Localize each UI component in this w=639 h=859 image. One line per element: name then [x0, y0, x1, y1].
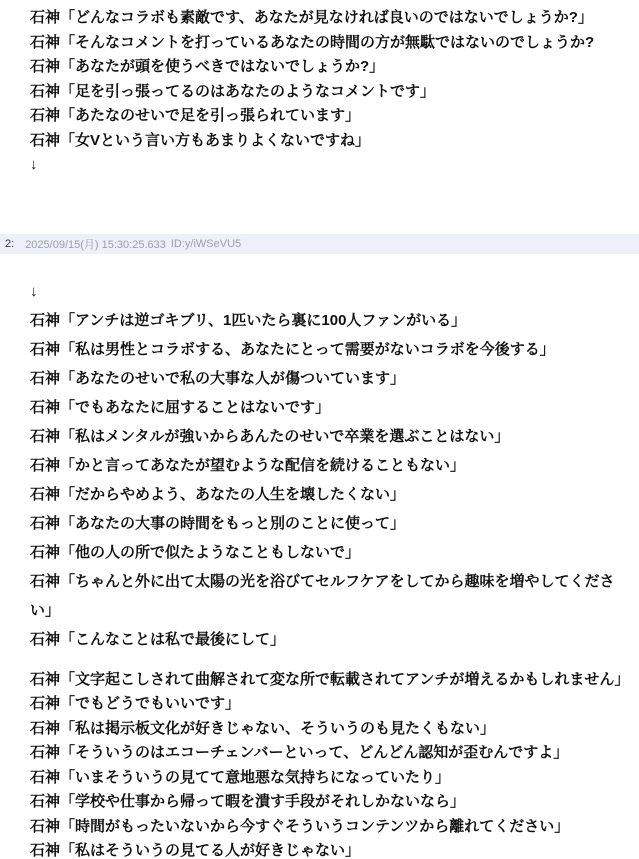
post2-header — [0, 234, 639, 254]
quote-line: 石神「学校や仕事から帰って暇を潰す手段がそれしかないなら」 — [30, 793, 466, 810]
post1-body — [0, 0, 639, 178]
down-arrow-icon: ↓ — [30, 282, 38, 300]
quote-line: 石神「どんなコラボも素敵です、あなたが見なければ良いのではないでしょうか?」 — [30, 9, 593, 26]
quote-line: 石神「そんなコメントを打っているあなたの時間の方が無駄ではないのでしょうか? — [30, 33, 595, 51]
quote-line: 石神「私は掲示板文化が好きじゃない、そういうのも見たくもない」 — [30, 719, 496, 737]
quote-line: 石神「あたなのせいで足を引っ張られています」 — [30, 107, 361, 124]
quote-line: 石神「私はメンタルが強いからあんたのせいで卒業を選ぶことはない」 — [30, 427, 510, 445]
quote-line: 石神「だからやめよう、あなたの人生を壊したくない」 — [30, 485, 406, 503]
quote-line: 石神「女Vという言い方もあまりよくないですね」 — [30, 131, 371, 149]
post2-body-tail — [0, 668, 639, 859]
quote-line: 石神「他の人の所で似たようなこともしないで」 — [30, 543, 361, 561]
quote-line: 石神「こんなことは私で最後にして」 — [30, 630, 286, 648]
quote-line: 石神「私はそういうの見てる人が好きじゃない」 — [30, 842, 361, 859]
quote-line: 石神「いまそういうの見てて意地悪な気持ちになっていたり」 — [30, 768, 451, 786]
quote-line: 石神「そういうのはエコーチェンバーといって、どんどん認知が歪むんですよ」 — [30, 744, 569, 761]
quote-line: 石神「私は男性とコラボする、あなたにとって需要がないコラボを今後する」 — [30, 340, 555, 358]
quote-line: 石神「ちゃんと外に出て太陽の光を浴びてセルフケアをしてから趣味を増やしてください」 — [30, 572, 615, 619]
quote-line: 石神「時間がもったいないから今すぐそういうコンテンツから離れてください」 — [30, 817, 570, 835]
post-number-link[interactable]: 2: — [5, 237, 15, 250]
quote-line: 石神「足を引っ張ってるのはあなたのようなコメントです」 — [30, 82, 436, 100]
post2-body — [0, 277, 639, 654]
quote-line: 石神「あなたのせいで私の大事な人が傷ついています」 — [30, 369, 406, 387]
quote-line: 石神「アンチは逆ゴキブリ、1匹いたら裏に100人ファンがいる」 — [30, 311, 467, 329]
down-arrow-icon: ↓ — [30, 156, 38, 173]
quote-line: 石神「かと言ってあなたが望むような配信を続けることもない」 — [30, 456, 466, 474]
quote-line: 石神「あなたが頭を使うべきではないでしょうか?」 — [30, 58, 385, 75]
quote-line: 石神「あなたの大事の時間をもっと別のことに使って」 — [30, 514, 406, 532]
quote-line: 石神「文字起こしされて曲解されて変な所で転載されてアンチが増えるかもしれません」 — [30, 670, 630, 688]
post-datetime: 2025/09/15(月) 15:30:25.633 — [25, 238, 166, 251]
post-id-link[interactable]: ID:y/iWSeVU5 — [170, 237, 242, 250]
quote-line: 石神「でもどうでもいいです」 — [30, 695, 241, 712]
quote-line: 石神「でもあなたに屈することはないです」 — [30, 398, 331, 416]
